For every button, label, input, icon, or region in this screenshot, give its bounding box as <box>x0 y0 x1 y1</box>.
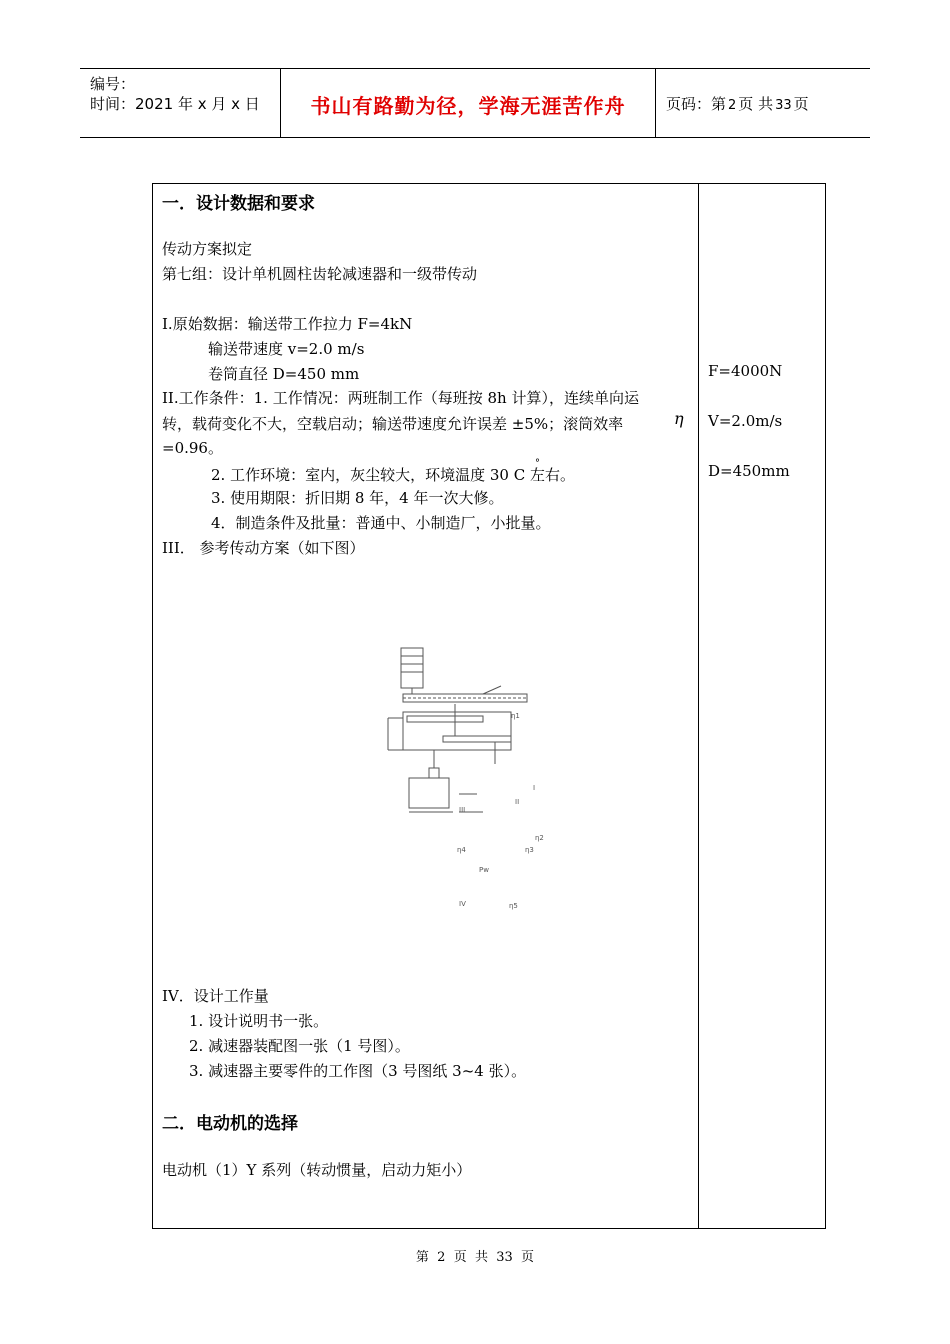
section1-title: 一．设计数据和要求 <box>162 194 315 214</box>
life-line: 3. 使用期限：折旧期 8 年，4 年一次大修。 <box>211 489 504 507</box>
page-total: 33 <box>775 98 792 113</box>
side-value-force: F=4000N <box>708 362 783 380</box>
motor-line: 电动机（1）Y 系列（转动惯量，启动力矩小） <box>162 1161 472 1179</box>
label-eta1: η1 <box>511 712 520 720</box>
header-meta-cell <box>80 69 280 137</box>
coupling <box>429 768 439 778</box>
time-label: 时间：2021 年 x 月 x 日 <box>90 95 260 113</box>
gear-shaft-1 <box>407 716 483 722</box>
gear-shaft-2 <box>443 736 511 742</box>
label-pw: Pw <box>479 866 489 874</box>
data-line-diameter: 卷筒直径 D=450 mm <box>208 365 360 383</box>
column-divider <box>698 184 699 1228</box>
label-eta4: η4 <box>457 846 466 854</box>
label-shaft-III: III <box>459 806 466 814</box>
eta-symbol: η <box>674 409 684 428</box>
page-footer: 第 2 页 共 33 页 <box>415 1250 535 1265</box>
page-number: 2 <box>728 98 737 113</box>
motor-body <box>401 648 423 688</box>
workload-item: 3. 减速器主要零件的工作图（3 号图纸 3~4 张）。 <box>189 1062 527 1080</box>
label-eta3: η3 <box>525 846 534 854</box>
transmission-diagram-svg <box>383 644 583 914</box>
label-shaft-II: II <box>515 798 520 806</box>
ref-line: III． 参考传动方案（如下图） <box>162 539 365 557</box>
motto-text: 书山有路勤为径，学海无涯苦作舟 <box>310 94 626 118</box>
transmission-diagram <box>383 644 583 914</box>
group-line: 第七组：设计单机圆柱齿轮减速器和一级带传动 <box>162 265 478 283</box>
workload-item: 2. 减速器装配图一张（1 号图）。 <box>189 1037 410 1055</box>
page-header <box>80 68 870 138</box>
page-indicator: 页码：第 2 页 共 33 页 <box>666 95 809 113</box>
mfg-line: 4．制造条件及批量：普通中、小制造厂，小批量。 <box>211 514 551 532</box>
cond-line-2: 转，载荷变化不大，空载启动；输送带速度允许误差 ±5%；滚筒效率 <box>162 415 624 433</box>
plan-title: 传动方案拟定 <box>162 240 253 258</box>
header-page-cell <box>656 69 870 137</box>
label-eta2: η2 <box>535 834 544 842</box>
cond-line-3: =0.96。 <box>162 439 223 457</box>
number-label: 编号： <box>90 75 136 93</box>
label-eta5: η5 <box>509 902 518 910</box>
degree-symbol: ° <box>535 458 540 469</box>
content-table <box>152 183 826 1229</box>
data-line-force: I.原始数据：输送带工作拉力 F=4kN <box>162 315 413 333</box>
drum <box>409 778 449 808</box>
label-shaft-I: I <box>533 784 536 792</box>
section2-title: 二．电动机的选择 <box>162 1114 298 1134</box>
side-value-speed: V=2.0m/s <box>708 412 783 430</box>
label-shaft-IV: IV <box>459 900 466 908</box>
workload-item: 1. 设计说明书一张。 <box>189 1012 329 1030</box>
data-line-speed: 输送带速度 v=2.0 m/s <box>208 340 365 358</box>
workload-title: IV．设计工作量 <box>162 987 269 1005</box>
header-motto-cell <box>280 69 656 137</box>
env-line: 2. 工作环境：室内，灰尘较大，环境温度 30 C 左右。 <box>211 466 575 484</box>
cond-line-1: II.工作条件：1. 工作情况：两班制工作（每班按 8h 计算），连续单向运 <box>162 389 639 407</box>
side-value-diameter: D=450mm <box>708 462 790 480</box>
